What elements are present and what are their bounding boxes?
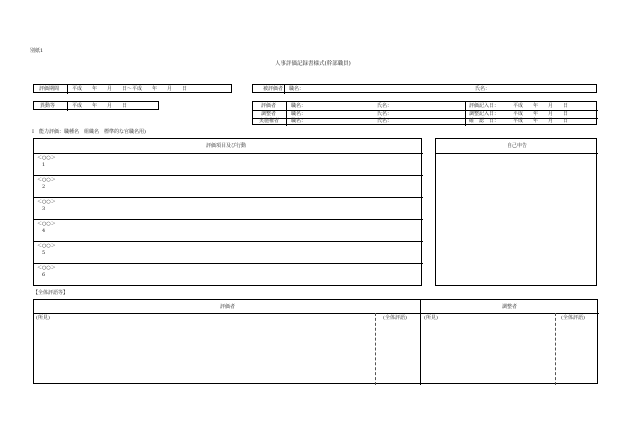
period-label: 評価期間 [39, 86, 60, 92]
overall-heading: 【全体評語等】 [33, 290, 69, 296]
evaluator-overall-grade-label: (全体評語) [383, 315, 407, 321]
appraisee-post[interactable]: 職名： [289, 86, 305, 92]
role-date[interactable]: 平成 年 月 日 [513, 118, 569, 124]
divider [284, 85, 285, 94]
item-marker: ＜○○＞ [37, 177, 56, 183]
divider [34, 219, 423, 220]
item-marker: ＜○○＞ [37, 243, 56, 249]
item-number: 6 [42, 272, 46, 278]
evaluation-items-table [33, 138, 422, 286]
self-report-box [435, 138, 597, 286]
role-date-label: 評価記入日： [469, 102, 500, 109]
divider [34, 197, 423, 198]
divider [34, 153, 423, 154]
role-date-label: 調整記入日： [469, 110, 500, 117]
evaluator-header: 評価者 [220, 304, 236, 310]
item-number: 1 [42, 162, 46, 168]
divider [34, 313, 599, 314]
appraisee-name[interactable]: 氏名： [475, 86, 491, 92]
role-post[interactable]: 職名： [291, 118, 307, 124]
divider [34, 263, 423, 264]
period-box [33, 84, 232, 93]
personnel-change-value[interactable]: 平成 年 月 日 [72, 103, 128, 109]
item-number: 2 [42, 184, 46, 190]
divider [436, 153, 598, 154]
personnel-change-label: 異動等 [40, 103, 56, 109]
divider [465, 102, 466, 126]
divider [34, 241, 423, 242]
self-report-header: 自己申告 [507, 143, 528, 149]
role-implementer: 実施権者 [259, 118, 280, 124]
divider [67, 102, 68, 111]
adjuster-overall-grade-label: (全体評語) [561, 315, 585, 321]
role-date[interactable]: 平成 年 月 日 [513, 102, 569, 109]
role-post[interactable]: 職名： [291, 110, 307, 117]
item-marker: ＜○○＞ [37, 221, 56, 227]
roles-table [252, 101, 597, 125]
item-number: 4 [42, 228, 46, 234]
ability-evaluation-heading: Ⅰ 能力評価：職種名 組織名 標準的な官職名用) [32, 129, 146, 135]
divider [34, 175, 423, 176]
appraisee-label: 被評価者 [263, 86, 284, 92]
item-marker: ＜○○＞ [37, 199, 56, 205]
item-number: 3 [42, 206, 46, 212]
divider [67, 85, 68, 94]
role-adjuster: 調整者 [261, 110, 277, 117]
item-number: 5 [42, 250, 46, 256]
evaluator-opinion-label: (所見) [36, 315, 50, 321]
form-id: 別紙1 [30, 48, 44, 54]
item-marker: ＜○○＞ [37, 155, 56, 161]
divider [375, 313, 376, 385]
divider [286, 102, 287, 126]
personnel-change-box [33, 101, 159, 110]
adjuster-header: 調整者 [502, 304, 518, 310]
overall-evaluation-table [33, 299, 598, 384]
role-evaluator: 評価者 [261, 102, 277, 109]
item-marker: ＜○○＞ [37, 265, 56, 271]
role-post[interactable]: 職名： [291, 102, 307, 109]
page-title: 人事評価記録書様式(幹部職員) [275, 61, 351, 67]
role-name[interactable]: 氏名： [377, 110, 393, 117]
appraisee-box [252, 84, 597, 93]
role-name[interactable]: 氏名： [377, 102, 393, 109]
role-date-label: 確 認 日： [469, 118, 500, 124]
role-name[interactable]: 氏名： [377, 118, 393, 124]
adjuster-opinion-label: (所見) [424, 315, 438, 321]
divider [555, 313, 556, 385]
items-header: 評価項目及び行動 [206, 143, 247, 149]
role-date[interactable]: 平成 年 月 日 [513, 110, 569, 117]
period-value[interactable]: 平成 年 月 日～平成 年 月 日 [72, 86, 188, 92]
